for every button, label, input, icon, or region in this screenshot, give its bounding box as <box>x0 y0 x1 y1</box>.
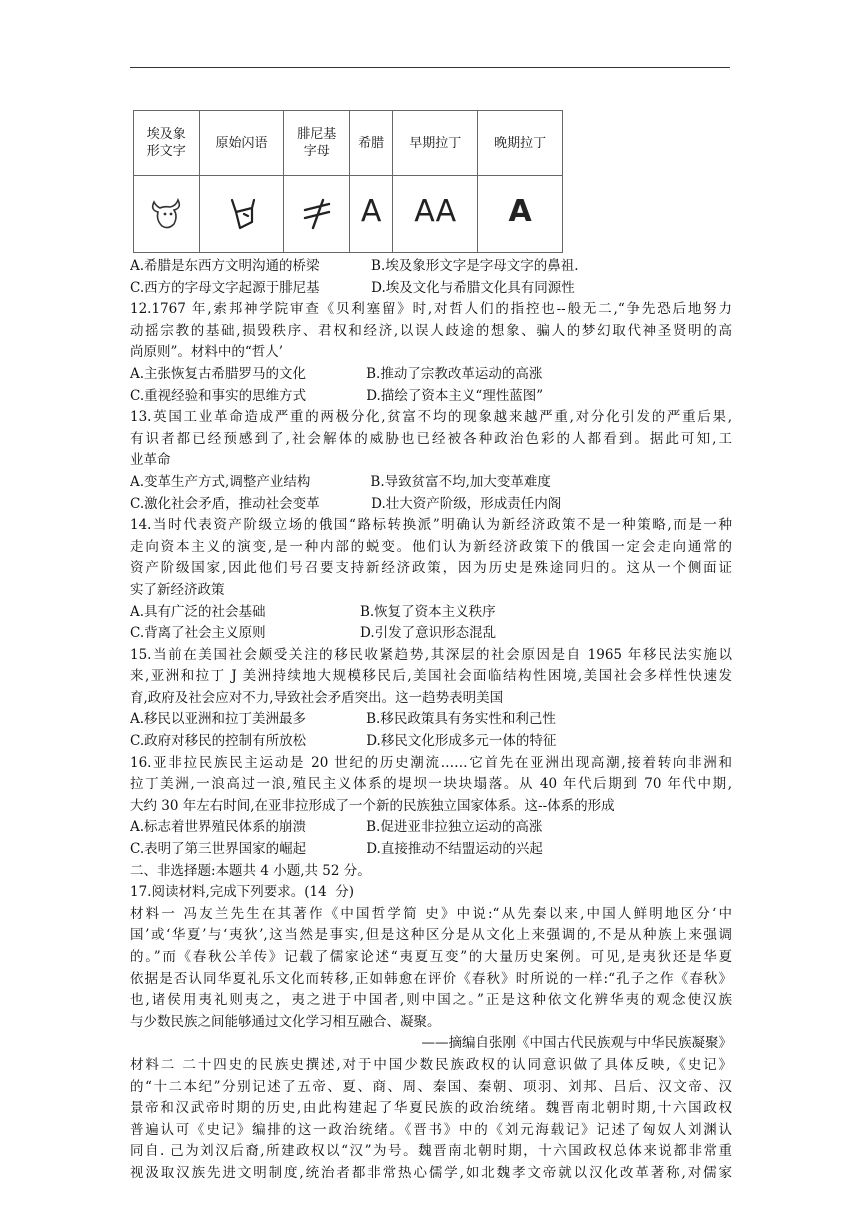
q14-stem-line: 实了新经济政策 <box>130 581 225 598</box>
phoenician-aleph-icon <box>284 194 349 234</box>
q11-option-ab: A.希腊是东西方文明沟通的桥梁 B.埃及象形文字是字母文字的鼻祖. <box>130 258 579 274</box>
q13-option-ab: A.变革生产方式,调整产业结构 B.导致贫富不均,加大变革难度 <box>130 473 551 490</box>
q15-stem-line: 15.当前在美国社会颇受关注的移民收紧趋势,其深层的社会原因是自 1965 年移民法实施以 <box>130 646 732 663</box>
table-glyph-row <box>134 176 563 253</box>
ox-head-pictograph-icon <box>134 194 199 234</box>
exam-text <box>130 256 732 1185</box>
header-cell-egyptian <box>134 111 200 176</box>
table-header-row <box>134 111 563 176</box>
q17-instruction: 17.阅读材料,完成下列要求。(14 分) <box>130 884 355 901</box>
material-one-line: 材料一 冯友兰先生在其著作《中国哲学简 史》中说:“从先秦以来,中国人鲜明地区分‘中 <box>130 905 732 922</box>
material-two-line: 材料二 二十四史的民族史撰述,对于中国少数民族政权的认同意识做了具体反映,《史记》 <box>130 1056 732 1073</box>
q15-option-cd: C.政府对移民的控制有所放松 D.移民文化形成多元一体的特征 <box>130 733 557 750</box>
glyph-cell-phoenician <box>284 176 350 253</box>
late-latin-a-icon: A <box>508 193 532 229</box>
glyph-cell-proto-semitic <box>199 176 284 253</box>
q13-stem-line: 13.英国工业革命造成严重的两极分化,贫富不均的现象越来越严重,对分化引发的严重后果, <box>130 409 732 426</box>
header-phoenician: 腓尼基 字母 <box>297 127 337 159</box>
material-one-line: 的。”而《春秋公羊传》记载了儒家论述“夷夏互变”的大量历史案例。可见,是夷狄还是华夏 <box>130 949 732 965</box>
q14-stem-line: 资产阶级国家,因此他们号召要支持新经济政策，因为历史是殊途同归的。这从一个侧面证 <box>130 560 732 577</box>
header-egyptian: 埃及象 形文字 <box>146 127 186 159</box>
header-early-latin: 早期拉丁 <box>409 135 462 151</box>
q12-stem-line: 12.1767 年,索邦神学院审查《贝利塞留》时,对哲人们的指控也--般无二,“争先恐后地努力 <box>130 301 732 318</box>
material-two-line: 景帝和汉武帝时期的历史,由此构建起了华夏民族的政治统绪。魏晋南北朝时期,十六国政权 <box>130 1100 732 1117</box>
header-cell-phoenician <box>284 111 350 176</box>
glyph-cell-late-latin <box>478 176 563 253</box>
section-two-heading: 二、非选择题:本题共 4 小题,共 52 分。 <box>130 862 371 879</box>
material-two-line: 同自. 己为刘汉后裔,所建政权以“汉”为号。魏晋南北朝时期，十六国政权总体来说都非常重 <box>130 1143 732 1160</box>
material-one-line: 与少数民族之间能够通过文化学习相互融合、凝聚。 <box>130 1013 441 1030</box>
material-two-line: 的“十二本纪”分别记述了五帝、夏、商、周、秦国、秦朝、项羽、刘邦、吕后、汉文帝、汉 <box>130 1078 732 1095</box>
alphabet-evolution-table <box>133 110 563 253</box>
q12-stem-line: 动摇宗教的基础,损毁秩序、君权和经济,以误人歧途的想象、骗人的梦幻取代神圣贤明的高 <box>130 322 732 339</box>
header-cell-early-latin <box>393 111 478 176</box>
header-rule <box>130 67 730 68</box>
q15-stem-line: 育,政府及社会应对不力,导致社会矛盾突出。这一趋势表明美国 <box>130 689 504 706</box>
material-one-line: 国’或‘华夏’与‘夷狄’,这当然是事实,但是这种区分是从文化上来强调的,不是从种族上来强调 <box>130 927 732 944</box>
material-two-line: 视汲取汉族先进文明制度,统治者都非常热心儒学,如北魏孝文帝就以汉化改革著称,对儒家 <box>130 1164 732 1181</box>
q13-option-cd: C.激化社会矛盾，推动社会变革 D.壮大资产阶级，形成责任内阁 <box>130 495 562 512</box>
glyph-cell-egyptian <box>134 176 200 253</box>
early-latin-a-icon: AA <box>414 193 457 229</box>
q14-stem-line: 走向资本主义的演变,是一种内部的蜕变。他们认为新经济政策下的俄国一定会走向通常的 <box>130 538 732 555</box>
q11-option-cd: C.西方的字母文字起源于腓尼基 D.埃及文化与希腊文化具有同源性 <box>130 279 575 296</box>
header-greek: 希腊 <box>358 135 385 151</box>
greek-alpha-icon: A <box>360 193 382 229</box>
q14-option-ab: A.具有广泛的社会基础 B.恢复了资本主义秩序 <box>130 603 496 620</box>
glyph-cell-early-latin <box>393 176 478 253</box>
header-late-latin: 晚期拉丁 <box>494 135 547 151</box>
material-one-line: 依据是否认同华夏礼乐文化而转移,正如韩愈在评价《春秋》时所说的一样:“孔子之作《春秋》 <box>130 970 732 987</box>
q13-stem-line: 有识者都已经预感到了,社会解体的威胁也已经被各种政治色彩的人都看到。据此可知,工 <box>130 430 732 447</box>
q12-option-ab: A.主张恢复古希腊罗马的文化 B.推动了宗教改革运动的高涨 <box>130 365 543 382</box>
q16-option-ab: A.标志着世界殖民体系的崩溃 B.促进亚非拉独立运动的高涨 <box>130 819 543 836</box>
header-cell-greek <box>350 111 393 176</box>
q15-stem-line: 来,亚洲和拉丁 J 美洲持续地大规模移民后,美国社会面临结构性困境,美国社会多样性快速发 <box>130 668 732 685</box>
q15-option-ab: A.移民以亚洲和拉丁美洲最多 B.移民政策具有务实性和利己性 <box>130 711 556 728</box>
material-two-line: 普遍认可《史记》编排的这一政治统绪。《晋书》中的《刘元海载记》记述了匈奴人刘渊认 <box>130 1121 732 1138</box>
material-one-source: ——摘编自张刚《中国古代民族观与中华民族凝聚》 <box>421 1035 732 1052</box>
glyph-cell-greek <box>350 176 393 253</box>
q16-stem-line: 16.亚非拉民族民主运动是 20 世纪的历史潮流……它首先在亚洲出现高潮,接着转向非洲和 <box>130 754 732 771</box>
q13-stem-line: 业革命 <box>130 452 171 469</box>
q16-stem-line: 拉丁美洲,一浪高过一浪,殖民主义体系的堤坝一块块塌落。从 40 年代后期到 70 年代中期, <box>130 776 732 793</box>
q12-option-cd: C.重视经验和事实的思维方式 D.描绘了资本主义“理性蓝图” <box>130 387 544 404</box>
q16-stem-line: 大约 30 年左右时间,在亚非拉形成了一个新的民族独立国家体系。这--体系的形成 <box>130 797 615 814</box>
q14-option-cd: C.背离了社会主义原则 D.引发了意识形态混乱 <box>130 625 497 642</box>
material-one-line: 也,诸侯用夷礼则夷之，夷之进于中国者,则中国之。”正是这种依文化辨华夷的观念使汉族 <box>130 992 732 1009</box>
header-cell-proto-semitic <box>199 111 284 176</box>
q12-stem-line: 尚原则”。材料中的“哲人’ <box>130 344 284 361</box>
header-cell-late-latin <box>478 111 563 176</box>
proto-sinaitic-ox-icon <box>200 194 284 234</box>
header-proto-semitic: 原始闪语 <box>215 135 268 151</box>
q16-option-cd: C.表明了第三世界国家的崛起 D.直接推动不结盟运动的兴起 <box>130 841 543 858</box>
q14-stem-line: 14.当时代表资产阶级立场的俄国“路标转换派”明确认为新经济政策不是一种策略,而是一种 <box>130 517 732 534</box>
